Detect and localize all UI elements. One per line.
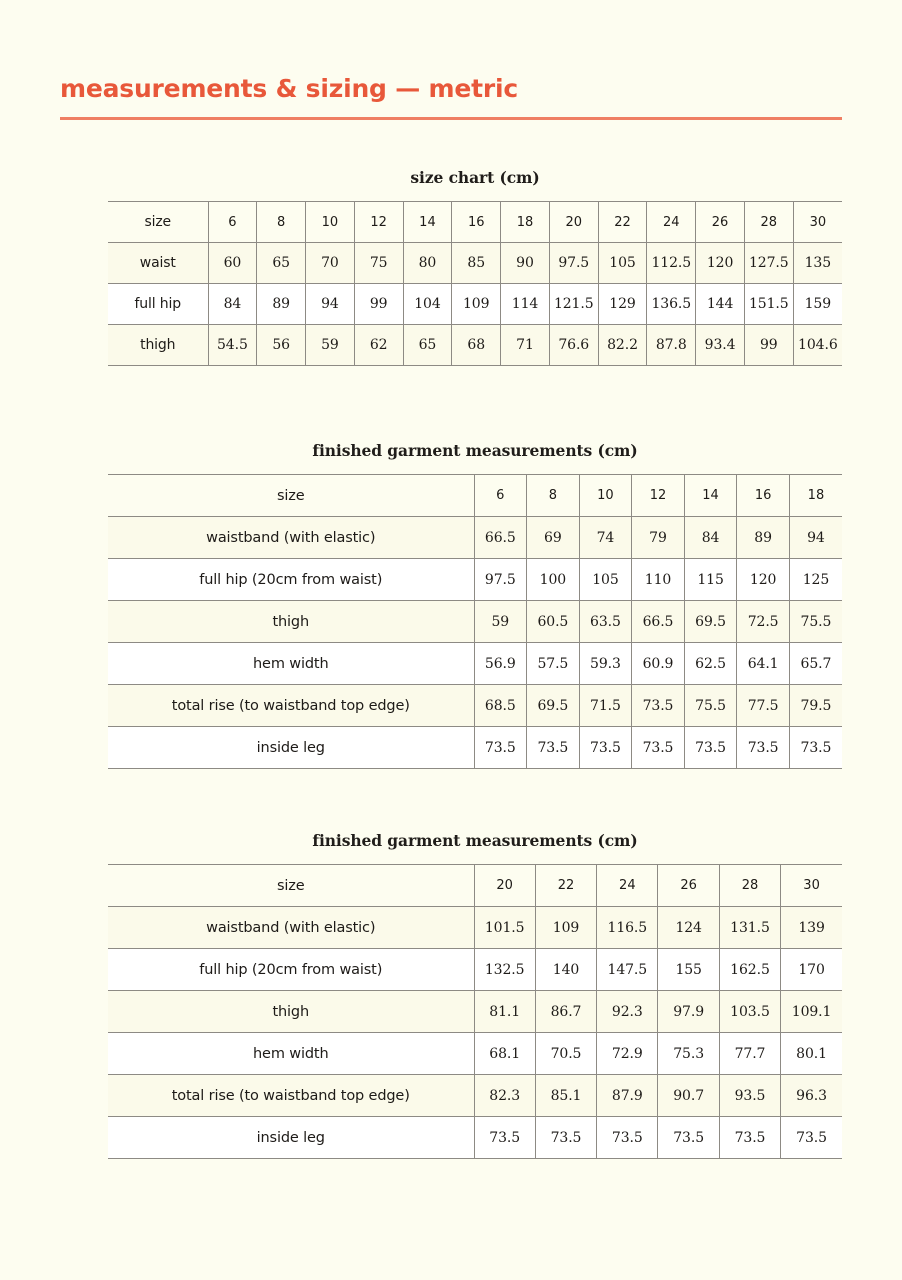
row-label: inside leg (108, 1117, 474, 1159)
measurement-cell: 125 (789, 559, 842, 601)
measurement-cell: 135 (793, 243, 842, 284)
column-header-size: 22 (598, 202, 647, 243)
measurement-cell: 100 (527, 559, 580, 601)
column-header-size: 12 (632, 475, 685, 517)
measurement-cell: 73.5 (579, 727, 632, 769)
measurement-cell: 73.5 (719, 1117, 780, 1159)
measurement-cell: 99 (354, 284, 403, 325)
measurement-cell: 105 (579, 559, 632, 601)
row-label: hem width (108, 643, 474, 685)
measurement-cell: 68.5 (474, 685, 527, 727)
measurement-cell: 66.5 (474, 517, 527, 559)
document-header (60, 74, 842, 120)
measurement-cell: 73.5 (597, 1117, 658, 1159)
row-label: inside leg (108, 727, 474, 769)
measurement-cell: 89 (737, 517, 790, 559)
measurement-cell: 75.5 (684, 685, 737, 727)
measurement-cell: 73.5 (535, 1117, 596, 1159)
measurement-cell: 73.5 (684, 727, 737, 769)
measurement-cell: 74 (579, 517, 632, 559)
table-row (108, 991, 842, 1033)
measurement-cell: 79 (632, 517, 685, 559)
measurement-cell: 80.1 (781, 1033, 842, 1075)
column-header-size: 22 (535, 865, 596, 907)
measurement-cell: 155 (658, 949, 719, 991)
column-header-size-label: size (277, 487, 305, 504)
table-row (108, 517, 842, 559)
measurement-cell: 59.3 (579, 643, 632, 685)
measurement-cell: 62.5 (684, 643, 737, 685)
finished-garment-large-section (108, 831, 842, 1159)
row-label: thigh (108, 601, 474, 643)
measurement-cell: 73.5 (474, 727, 527, 769)
column-header-size: 24 (597, 865, 658, 907)
column-header-size: 12 (354, 202, 403, 243)
table-row (108, 685, 842, 727)
table-row (108, 243, 842, 284)
column-header-size: 30 (793, 202, 842, 243)
measurement-cell: 92.3 (597, 991, 658, 1033)
finished-garment-small-section (108, 441, 842, 769)
measurement-cell: 151.5 (744, 284, 793, 325)
table-2-body (108, 475, 842, 769)
measurement-cell: 56 (257, 325, 306, 366)
measurement-cell: 101.5 (474, 907, 535, 949)
measurement-cell: 121.5 (549, 284, 598, 325)
measurement-cell: 162.5 (719, 949, 780, 991)
measurement-cell: 115 (684, 559, 737, 601)
column-header-size: 18 (501, 202, 550, 243)
measurement-cell: 79.5 (789, 685, 842, 727)
row-label: full hip (20cm from waist) (108, 949, 474, 991)
measurement-cell: 109.1 (781, 991, 842, 1033)
measurement-cell: 65.7 (789, 643, 842, 685)
table-row (108, 727, 842, 769)
column-header-size: 16 (737, 475, 790, 517)
size-chart-section (108, 168, 842, 366)
measurement-cell: 87.8 (647, 325, 696, 366)
measurement-cell: 73.5 (527, 727, 580, 769)
measurement-cell: 69.5 (684, 601, 737, 643)
table-row (108, 284, 842, 325)
measurement-cell: 109 (452, 284, 501, 325)
table-row (108, 559, 842, 601)
page-title: measurements & sizing — metric (60, 74, 519, 103)
measurement-cell: 70 (306, 243, 355, 284)
size-chart-table (108, 201, 842, 366)
measurement-cell: 72.5 (737, 601, 790, 643)
column-header-size: 8 (257, 202, 306, 243)
measurement-cell: 84 (684, 517, 737, 559)
table-caption-finished-small: finished garment measurements (cm) (312, 441, 638, 460)
measurement-cell: 56.9 (474, 643, 527, 685)
measurement-cell: 71.5 (579, 685, 632, 727)
measurement-cell: 63.5 (579, 601, 632, 643)
column-header-size-label: size (144, 214, 172, 230)
measurement-cell: 62 (354, 325, 403, 366)
measurement-cell: 85.1 (535, 1075, 596, 1117)
measurement-cell: 124 (658, 907, 719, 949)
column-header-size: 6 (474, 475, 527, 517)
measurement-cell: 75 (354, 243, 403, 284)
measurement-cell: 75.3 (658, 1033, 719, 1075)
measurement-cell: 69.5 (527, 685, 580, 727)
measurement-cell: 136.5 (647, 284, 696, 325)
measurement-cell: 97.5 (549, 243, 598, 284)
measurement-cell: 109 (535, 907, 596, 949)
measurement-cell: 97.9 (658, 991, 719, 1033)
column-header-size: 26 (658, 865, 719, 907)
column-header-size: 8 (527, 475, 580, 517)
measurement-cell: 73.5 (658, 1117, 719, 1159)
measurement-cell: 65 (403, 325, 452, 366)
measurement-cell: 60 (208, 243, 257, 284)
title-divider (60, 117, 842, 120)
row-label: total rise (to waistband top edge) (108, 1075, 474, 1117)
measurement-cell: 93.4 (696, 325, 745, 366)
measurement-cell: 69 (527, 517, 580, 559)
measurement-cell: 90 (501, 243, 550, 284)
column-header-size: 28 (719, 865, 780, 907)
finished-garment-small-table (108, 474, 842, 769)
measurement-cell: 73.5 (789, 727, 842, 769)
column-header-size: 10 (579, 475, 632, 517)
measurement-cell: 64.1 (737, 643, 790, 685)
column-header-size-label: size (276, 877, 305, 894)
measurement-cell: 73.5 (737, 727, 790, 769)
measurement-cell: 65 (257, 243, 306, 284)
column-header-size: 14 (684, 475, 737, 517)
measurement-cell: 86.7 (535, 991, 596, 1033)
measurement-cell: 57.5 (527, 643, 580, 685)
measurement-cell: 60.5 (527, 601, 580, 643)
row-label: thigh (108, 991, 474, 1033)
measurement-cell: 77.5 (737, 685, 790, 727)
measurement-cell: 85 (452, 243, 501, 284)
measurement-cell: 99 (744, 325, 793, 366)
measurement-cell: 139 (781, 907, 842, 949)
measurement-cell: 60.9 (632, 643, 685, 685)
measurement-cell: 127.5 (744, 243, 793, 284)
measurement-cell: 132.5 (474, 949, 535, 991)
measurement-cell: 97.5 (474, 559, 527, 601)
measurement-cell: 59 (306, 325, 355, 366)
measurement-cell: 66.5 (632, 601, 685, 643)
column-header-size: 6 (208, 202, 257, 243)
table-row (108, 1033, 842, 1075)
measurement-cell: 73.5 (632, 727, 685, 769)
measurement-cell: 144 (696, 284, 745, 325)
measurement-cell: 84 (208, 284, 257, 325)
measurement-cell: 131.5 (719, 907, 780, 949)
measurement-cell: 96.3 (781, 1075, 842, 1117)
measurement-cell: 80 (403, 243, 452, 284)
row-label: waist (108, 243, 208, 284)
table-row (108, 1117, 842, 1159)
measurement-cell: 112.5 (647, 243, 696, 284)
measurement-cell: 59 (474, 601, 527, 643)
table-header-row (108, 475, 842, 517)
measurement-cell: 120 (737, 559, 790, 601)
column-header-size: 30 (781, 865, 842, 907)
column-header-size: 16 (452, 202, 501, 243)
row-label: waistband (with elastic) (108, 907, 474, 949)
column-header-size: 28 (744, 202, 793, 243)
measurement-cell: 87.9 (597, 1075, 658, 1117)
table-row (108, 643, 842, 685)
finished-garment-large-table (108, 864, 842, 1159)
table-row (108, 1075, 842, 1117)
measurement-cell: 105 (598, 243, 647, 284)
column-header-size: 20 (549, 202, 598, 243)
measurement-cell: 140 (535, 949, 596, 991)
measurement-cell: 71 (501, 325, 550, 366)
table-caption-finished-large: finished garment measurements (cm) (312, 831, 638, 850)
measurement-cell: 94 (306, 284, 355, 325)
measurement-cell: 73.5 (781, 1117, 842, 1159)
table-1-body (108, 202, 842, 366)
table-row (108, 325, 842, 366)
table-header-row (108, 865, 842, 907)
measurement-cell: 76.6 (549, 325, 598, 366)
measurement-cell: 147.5 (597, 949, 658, 991)
measurement-cell: 81.1 (474, 991, 535, 1033)
measurement-cell: 72.9 (597, 1033, 658, 1075)
measurement-cell: 129 (598, 284, 647, 325)
measurement-cell: 93.5 (719, 1075, 780, 1117)
measurement-cell: 89 (257, 284, 306, 325)
measurement-cell: 114 (501, 284, 550, 325)
measurement-cell: 68 (452, 325, 501, 366)
measurement-cell: 82.2 (598, 325, 647, 366)
measurement-cell: 170 (781, 949, 842, 991)
measurement-cell: 90.7 (658, 1075, 719, 1117)
row-label: full hip (20cm from waist) (108, 559, 474, 601)
row-label: waistband (with elastic) (108, 517, 474, 559)
table-header-row (108, 202, 842, 243)
row-label: hem width (108, 1033, 474, 1075)
measurement-cell: 120 (696, 243, 745, 284)
measurement-cell: 68.1 (474, 1033, 535, 1075)
measurement-cell: 73.5 (474, 1117, 535, 1159)
measurement-cell: 82.3 (474, 1075, 535, 1117)
column-header-size: 18 (789, 475, 842, 517)
measurement-cell: 54.5 (208, 325, 257, 366)
table-row (108, 949, 842, 991)
table-row (108, 601, 842, 643)
column-header-size: 20 (474, 865, 535, 907)
row-label: thigh (108, 325, 208, 366)
measurement-cell: 110 (632, 559, 685, 601)
measurement-cell: 159 (793, 284, 842, 325)
table-3-body (108, 865, 842, 1159)
measurement-cell: 75.5 (789, 601, 842, 643)
measurement-cell: 103.5 (719, 991, 780, 1033)
column-header-size: 24 (647, 202, 696, 243)
table-row (108, 907, 842, 949)
measurement-cell: 104 (403, 284, 452, 325)
column-header-size: 26 (696, 202, 745, 243)
measurement-cell: 104.6 (793, 325, 842, 366)
measurement-cell: 94 (789, 517, 842, 559)
row-label: full hip (108, 284, 208, 325)
table-caption-size-chart: size chart (cm) (410, 168, 540, 187)
measurement-cell: 116.5 (597, 907, 658, 949)
column-header-size: 14 (403, 202, 452, 243)
measurement-cell: 73.5 (632, 685, 685, 727)
measurement-cell: 77.7 (719, 1033, 780, 1075)
row-label: total rise (to waistband top edge) (108, 685, 474, 727)
column-header-size: 10 (306, 202, 355, 243)
measurement-cell: 70.5 (535, 1033, 596, 1075)
